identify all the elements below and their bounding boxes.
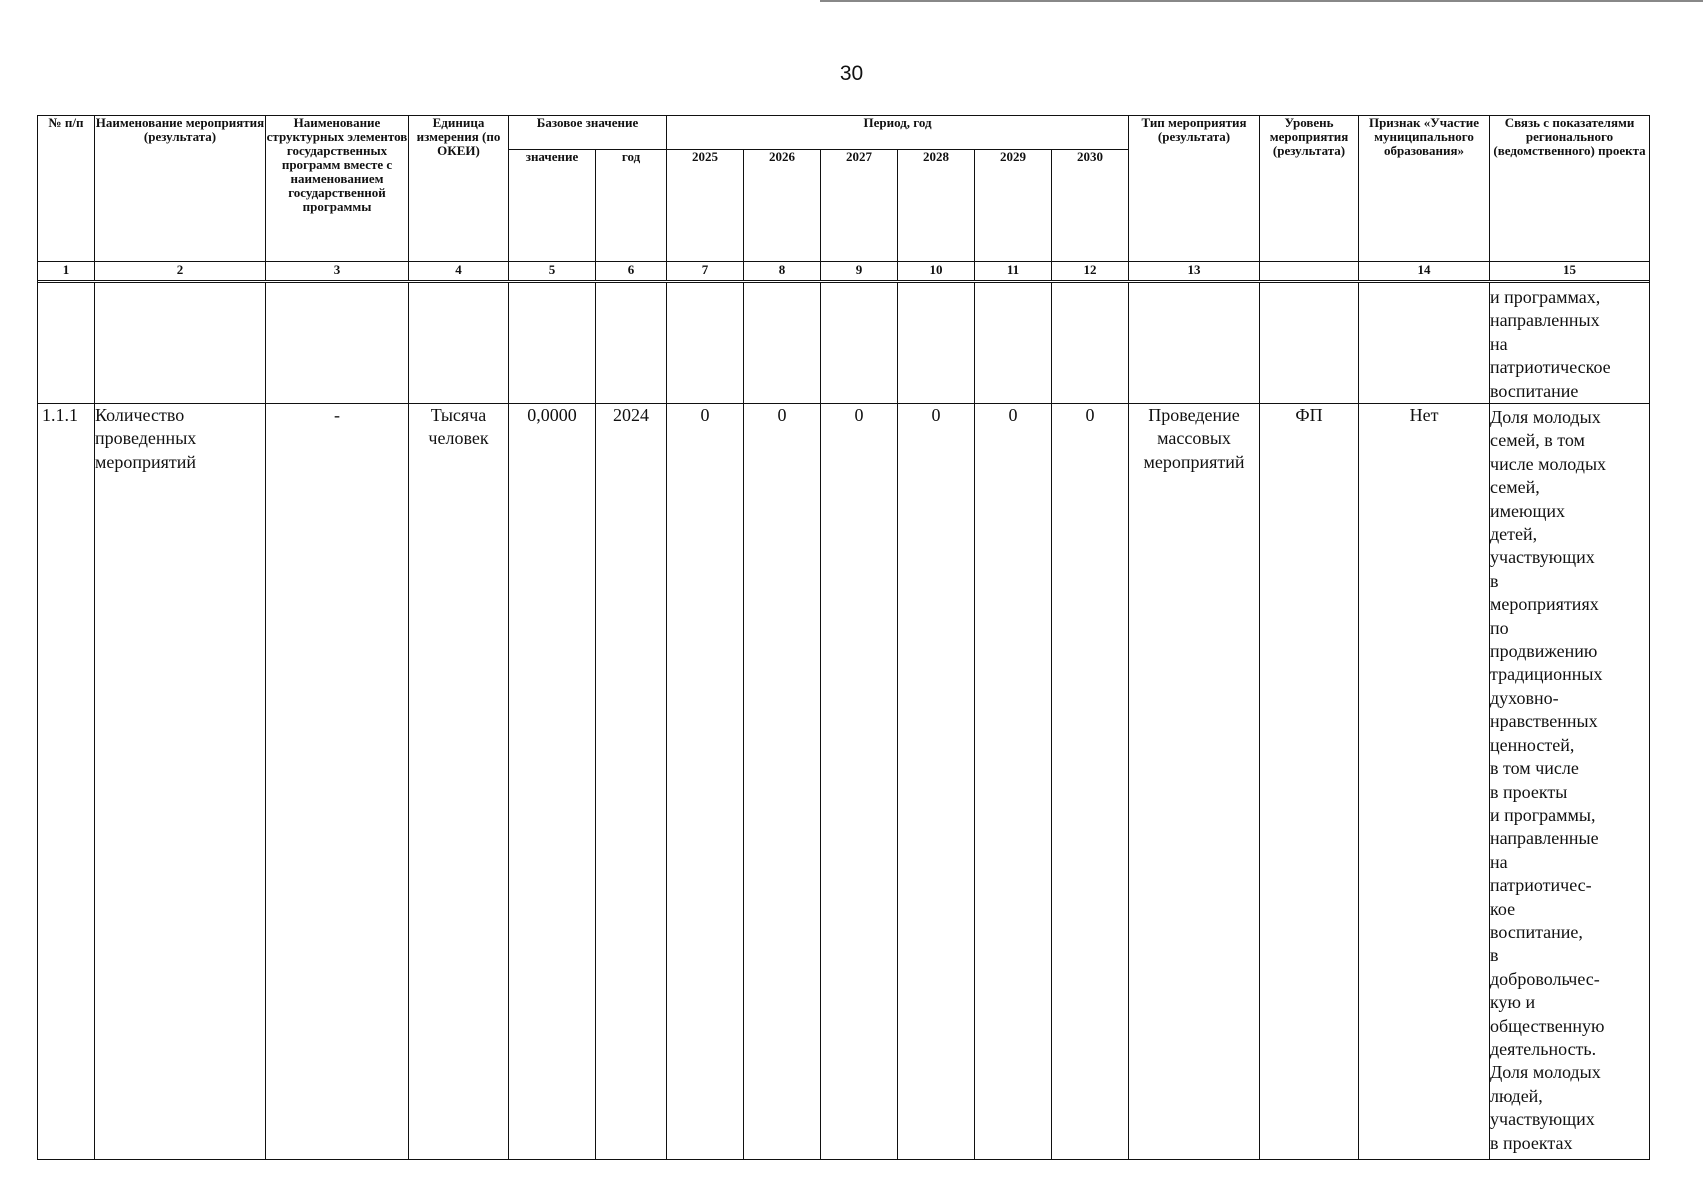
column-number: 9 (821, 262, 898, 281)
header-name: Наименование мероприятия (результата) (95, 116, 266, 262)
link-line: воспитание, (1490, 921, 1583, 942)
measures-table (37, 115, 1650, 1160)
link-line: и программах, (1490, 286, 1601, 307)
link-line: ценностей, (1490, 734, 1575, 755)
link-line: детей, (1490, 524, 1538, 545)
link-line: воспитание (1490, 380, 1579, 401)
cell-empty (596, 283, 667, 404)
link-line: на (1490, 333, 1508, 354)
cell-empty (38, 283, 95, 404)
link-line: духовно- (1490, 687, 1559, 708)
header-base-value: значение (509, 150, 596, 262)
cell-empty (95, 283, 266, 404)
column-number: 8 (744, 262, 821, 281)
header-link: Связь с показателями регионального (ведомственного) проекта (1490, 116, 1650, 262)
cell-empty (1260, 283, 1359, 404)
cell-empty (667, 283, 744, 404)
column-number: 5 (509, 262, 596, 281)
link-line: участвующих (1490, 547, 1595, 568)
measure-level: ФП (1260, 404, 1359, 1160)
link-line: и программы, (1490, 804, 1596, 825)
municipal-participation: Нет (1359, 404, 1490, 1160)
value-2027: 0 (821, 404, 898, 1160)
link-line: мероприятиях (1490, 594, 1599, 615)
header-level: Уровень мероприятия (результата) (1260, 116, 1359, 262)
cell-empty (821, 283, 898, 404)
cell-empty (1129, 283, 1260, 404)
column-number: 6 (596, 262, 667, 281)
row-number: 1.1.1 (38, 404, 95, 1160)
link-indicators-cell (1490, 404, 1650, 1160)
header-base: Базовое значение (509, 116, 667, 150)
header-type: Тип мероприятия (результата) (1129, 116, 1260, 262)
header-year-2030: 2030 (1052, 150, 1129, 262)
link-line: направленных (1490, 310, 1600, 331)
measure-name: Количество проведенных мероприятий (95, 404, 266, 1160)
column-number-row (38, 262, 1650, 281)
link-line: в проектах (1490, 1132, 1573, 1153)
column-number: 14 (1359, 262, 1490, 281)
top-rule (820, 0, 1703, 2)
link-line: в проекты (1490, 781, 1568, 802)
link-line: в том числе (1490, 758, 1579, 779)
column-number: 2 (95, 262, 266, 281)
link-line: деятельность. (1490, 1038, 1597, 1059)
column-number: 3 (266, 262, 409, 281)
base-year: 2024 (596, 404, 667, 1160)
cell-empty (898, 283, 975, 404)
header-base-year: год (596, 150, 667, 262)
unit-of-measure: Тысяча человек (409, 404, 509, 1160)
continuation-link-cell (1490, 283, 1650, 404)
link-line: в (1490, 945, 1499, 966)
link-line: людей, (1490, 1085, 1543, 1106)
page-number: 30 (839, 62, 864, 85)
link-line: участвующих (1490, 1109, 1595, 1130)
cell-empty (266, 283, 409, 404)
header-struct: Наименование структурных элементов государственных программ вместе с наименованием государственной программы (266, 116, 409, 262)
value-2025: 0 (667, 404, 744, 1160)
column-number: 11 (975, 262, 1052, 281)
link-line: патриотичес- (1490, 875, 1592, 896)
column-number: 7 (667, 262, 744, 281)
value-2028: 0 (898, 404, 975, 1160)
link-line: семей, в том (1490, 430, 1585, 451)
cell-empty (744, 283, 821, 404)
header-year-2029: 2029 (975, 150, 1052, 262)
link-line: семей, (1490, 477, 1540, 498)
column-number (1260, 262, 1359, 281)
link-line: кую и (1490, 992, 1536, 1013)
cell-empty (409, 283, 509, 404)
struct-element: - (266, 404, 409, 1160)
link-line: продвижению (1490, 641, 1598, 662)
header-year-2025: 2025 (667, 150, 744, 262)
link-line: имеющих (1490, 500, 1565, 521)
link-line: общественную (1490, 1015, 1605, 1036)
value-2026: 0 (744, 404, 821, 1160)
link-line: числе молодых (1490, 453, 1607, 474)
cell-empty (1052, 283, 1129, 404)
header-unit: Единица измерения (по ОКЕИ) (409, 116, 509, 262)
header-year-2028: 2028 (898, 150, 975, 262)
header-period: Период, год (667, 116, 1129, 150)
link-line: направленные (1490, 828, 1599, 849)
value-2029: 0 (975, 404, 1052, 1160)
header-year-2027: 2027 (821, 150, 898, 262)
column-number: 12 (1052, 262, 1129, 281)
cell-empty (975, 283, 1052, 404)
link-line: традиционных (1490, 664, 1603, 685)
table-row (38, 283, 1650, 404)
column-number: 4 (409, 262, 509, 281)
table-row-1-1-1 (38, 404, 1650, 1160)
link-line: в (1490, 570, 1499, 591)
measure-type: Проведение массовых мероприятий (1129, 404, 1260, 1160)
link-line: Доля молодых (1490, 1062, 1601, 1083)
link-line: патриотическое (1490, 357, 1611, 378)
value-2030: 0 (1052, 404, 1129, 1160)
link-line: кое (1490, 898, 1516, 919)
header-year-2026: 2026 (744, 150, 821, 262)
link-line: на (1490, 851, 1508, 872)
column-number: 15 (1490, 262, 1650, 281)
column-number: 1 (38, 262, 95, 281)
header-sign: Признак «Участие муниципального образования» (1359, 116, 1490, 262)
link-line: Доля молодых (1490, 407, 1601, 427)
column-number: 10 (898, 262, 975, 281)
link-line: добровольчес- (1490, 968, 1600, 989)
cell-empty (509, 283, 596, 404)
base-value: 0,0000 (509, 404, 596, 1160)
column-number: 13 (1129, 262, 1260, 281)
link-line: нравственных (1490, 711, 1598, 732)
header-num: № п/п (38, 116, 95, 262)
link-line: по (1490, 617, 1509, 638)
cell-empty (1359, 283, 1490, 404)
